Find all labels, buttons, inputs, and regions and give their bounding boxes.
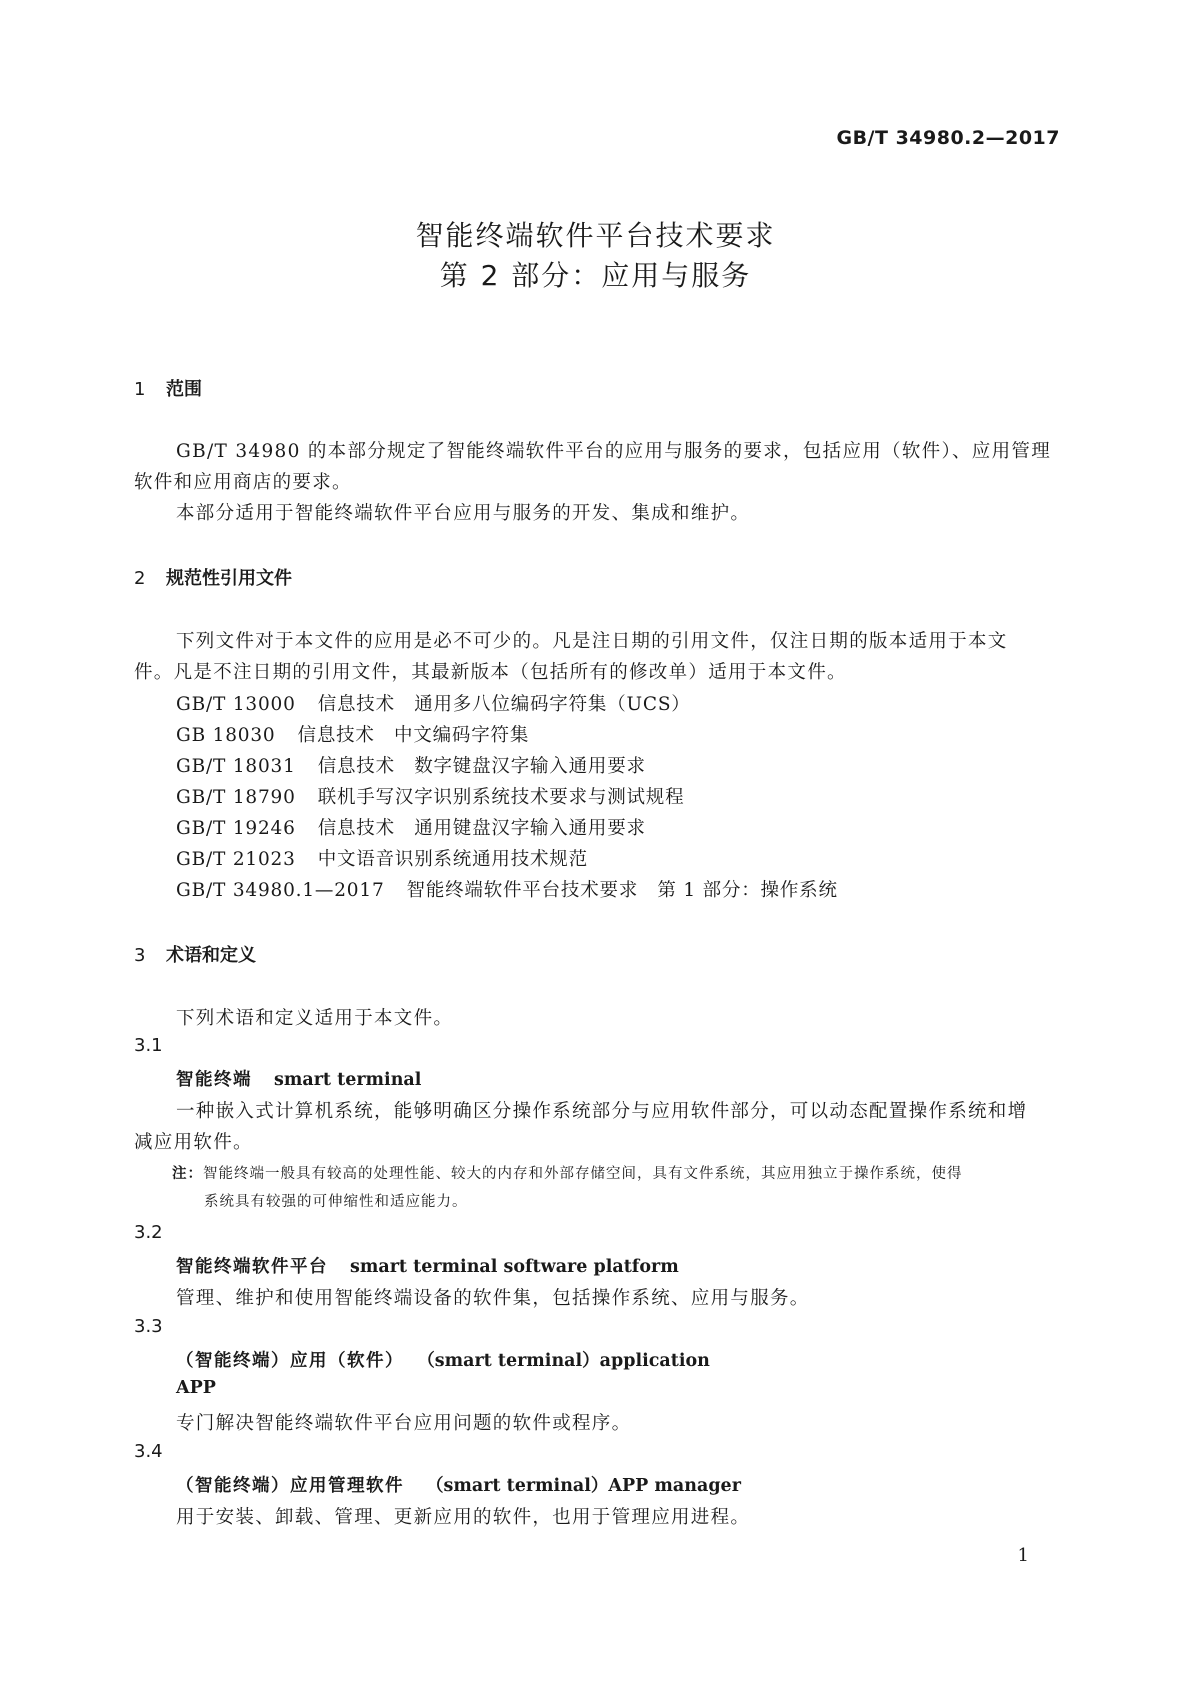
note-text: 智能终端一般具有较高的处理性能、较大的内存和外部存储空间，具有文件系统，其应用独立于操作系统，使得 [203, 1166, 963, 1182]
section-title: 术语和定义 [166, 945, 256, 966]
term-definition: 专门解决智能终端软件平台应用问题的软件或程序。 [176, 1413, 632, 1434]
note-label: 注： [172, 1166, 203, 1182]
reference-item [176, 814, 646, 840]
note-continuation: 系统具有较强的可伸缩性和适应能力。 [204, 1194, 468, 1210]
paragraph: 下列术语和定义适用于本文件。 [176, 1008, 454, 1029]
term-definition: 管理、维护和使用智能终端设备的软件集，包括操作系统、应用与服务。 [176, 1288, 810, 1309]
section-title: 规范性引用文件 [166, 568, 292, 589]
reference-code: GB/T 34980.1—2017 [176, 880, 385, 901]
page-number: 1 [1017, 1545, 1029, 1566]
reference-code: GB/T 21023 [176, 849, 296, 870]
section-number: 1 [134, 379, 146, 400]
term-definition-continuation: 减应用软件。 [134, 1132, 253, 1153]
term-heading [176, 1066, 421, 1091]
title-line-2: 第 2 部分：应用与服务 [439, 259, 752, 292]
reference-title: 中文语音识别系统通用技术规范 [317, 849, 588, 870]
term-number: 3.4 [134, 1441, 163, 1462]
term-zh: 智能终端软件平台 [176, 1257, 328, 1277]
reference-title: 信息技术 数字键盘汉字输入通用要求 [317, 756, 646, 777]
term-number: 3.3 [134, 1316, 163, 1337]
section-number: 2 [134, 568, 146, 589]
paragraph: 本部分适用于智能终端软件平台应用与服务的开发、集成和维护。 [176, 503, 751, 524]
section-number: 3 [134, 945, 146, 966]
term-en: smart terminal [274, 1070, 422, 1090]
term-heading [176, 1253, 679, 1278]
reference-code: GB/T 18031 [176, 756, 296, 777]
section-2-heading [134, 564, 292, 590]
reference-item [176, 876, 838, 902]
term-number: 3.2 [134, 1222, 163, 1243]
reference-item [176, 721, 529, 747]
reference-code: GB 18030 [176, 725, 276, 746]
note [172, 1162, 963, 1183]
reference-item [176, 783, 684, 809]
term-zh: （智能终端）应用管理软件 [176, 1476, 404, 1496]
reference-title: 联机手写汉字识别系统技术要求与测试规程 [317, 787, 685, 808]
term-heading [176, 1472, 741, 1497]
section-3-heading [134, 941, 256, 967]
reference-title: 信息技术 通用键盘汉字输入通用要求 [317, 818, 646, 839]
reference-item [176, 752, 646, 778]
term-zh: 智能终端 [176, 1070, 252, 1090]
term-en: （smart terminal）application [426, 1351, 710, 1371]
term-en: （smart terminal）APP manager [426, 1476, 741, 1496]
document-code: GB/T 34980.2—2017 [836, 127, 1060, 149]
reference-code: GB/T 18790 [176, 787, 296, 808]
title-line-1: 智能终端软件平台技术要求 [415, 219, 776, 252]
reference-title: 智能终端软件平台技术要求 第 1 部分：操作系统 [406, 880, 838, 901]
reference-item [176, 690, 691, 716]
reference-title: 信息技术 通用多八位编码字符集（UCS） [317, 694, 691, 715]
term-definition: 用于安装、卸载、管理、更新应用的软件，也用于管理应用进程。 [176, 1507, 751, 1528]
reference-code: GB/T 19246 [176, 818, 296, 839]
paragraph: GB/T 34980 的本部分规定了智能终端软件平台的应用与服务的要求，包括应用（软件）、应用管理 [176, 441, 1052, 462]
term-zh: （智能终端）应用（软件） [176, 1351, 404, 1371]
term-number: 3.1 [134, 1035, 163, 1056]
term-en: smart terminal software platform [350, 1257, 679, 1277]
term-definition: 一种嵌入式计算机系统，能够明确区分操作系统部分与应用软件部分，可以动态配置操作系统和增 [176, 1101, 1028, 1122]
reference-item [176, 845, 588, 871]
section-1-heading [134, 375, 202, 401]
paragraph-continuation: 软件和应用商店的要求。 [134, 472, 352, 493]
term-abbreviation: APP [176, 1378, 216, 1398]
paragraph-continuation: 件。凡是不注日期的引用文件，其最新版本（包括所有的修改单）适用于本文件。 [134, 662, 847, 683]
paragraph: 下列文件对于本文件的应用是必不可少的。凡是注日期的引用文件，仅注日期的版本适用于本文 [176, 631, 1008, 652]
section-title: 范围 [166, 379, 202, 400]
reference-title: 信息技术 中文编码字符集 [297, 725, 530, 746]
reference-code: GB/T 13000 [176, 694, 296, 715]
term-heading [176, 1347, 710, 1372]
